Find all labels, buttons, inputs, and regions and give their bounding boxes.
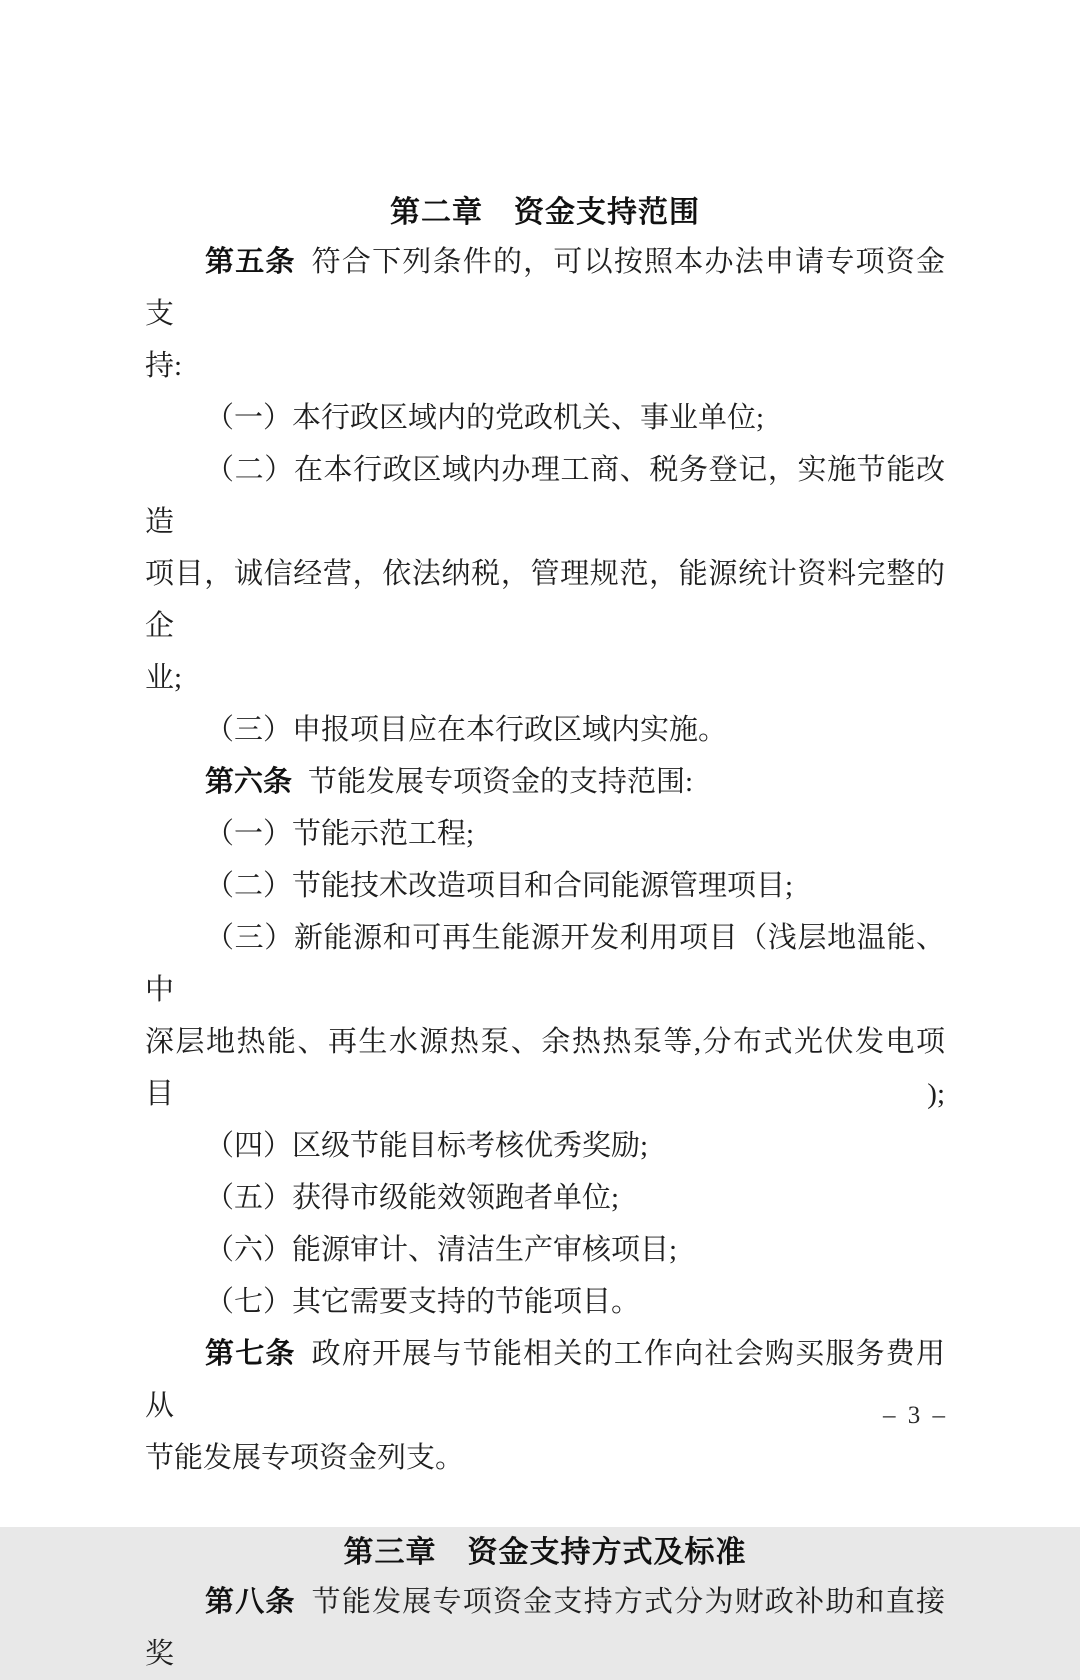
article-8-label: 第八条 bbox=[205, 1586, 296, 1618]
text-line: 项目，诚信经营，依法纳税，管理规范，能源统计资料完整的企 bbox=[145, 558, 945, 642]
text-line bbox=[145, 236, 945, 340]
text-line: （一）本行政区域内的党政机关、事业单位; bbox=[205, 402, 765, 434]
text-line: 深层地热能、再生水源热泵、余热热泵等,分布式光伏发电项目); bbox=[145, 1026, 945, 1110]
article-5-label: 第五条 bbox=[205, 246, 296, 278]
chapter-3-heading: 第三章 资金支持方式及标准 bbox=[343, 1536, 747, 1569]
line-text: 节能发展专项资金的支持范围: bbox=[308, 766, 694, 798]
line-text: 节能发展专项资金支持方式分为财政补助和直接奖 bbox=[145, 1586, 945, 1670]
line-text: 政府开展与节能相关的工作向社会购买服务费用从 bbox=[145, 1338, 945, 1422]
text-line: （四）区级节能目标考核优秀奖励; bbox=[205, 1130, 649, 1162]
article-7-label: 第七条 bbox=[205, 1338, 296, 1370]
text-line: （七）其它需要支持的节能项目。 bbox=[205, 1286, 641, 1318]
text-line bbox=[145, 1576, 945, 1680]
text-line bbox=[145, 756, 945, 808]
article-6-label: 第六条 bbox=[205, 766, 293, 798]
text-line bbox=[145, 1328, 945, 1432]
text-line: （一）节能示范工程; bbox=[205, 818, 475, 850]
chapter-2-heading: 第二章 资金支持范围 bbox=[390, 196, 700, 229]
text-line: 业; bbox=[145, 662, 183, 694]
text-line: （二）在本行政区域内办理工商、税务登记，实施节能改造 bbox=[145, 454, 945, 538]
page-number: – 3 – bbox=[883, 1402, 948, 1429]
text-line: （五）获得市级能效领跑者单位; bbox=[205, 1182, 620, 1214]
text-line: （六）能源审计、清洁生产审核项目; bbox=[205, 1234, 678, 1266]
text-line: （三）申报项目应在本行政区域内实施。 bbox=[205, 714, 728, 746]
text-line: （二）节能技术改造项目和合同能源管理项目; bbox=[205, 870, 794, 902]
line-text: 符合下列条件的，可以按照本办法申请专项资金支 bbox=[145, 246, 945, 330]
text-line: （三）新能源和可再生能源开发利用项目（浅层地温能、中 bbox=[145, 922, 945, 1006]
text-line: 持: bbox=[145, 350, 183, 382]
text-line: 节能发展专项资金列支。 bbox=[145, 1442, 465, 1474]
page-content bbox=[145, 0, 945, 1680]
